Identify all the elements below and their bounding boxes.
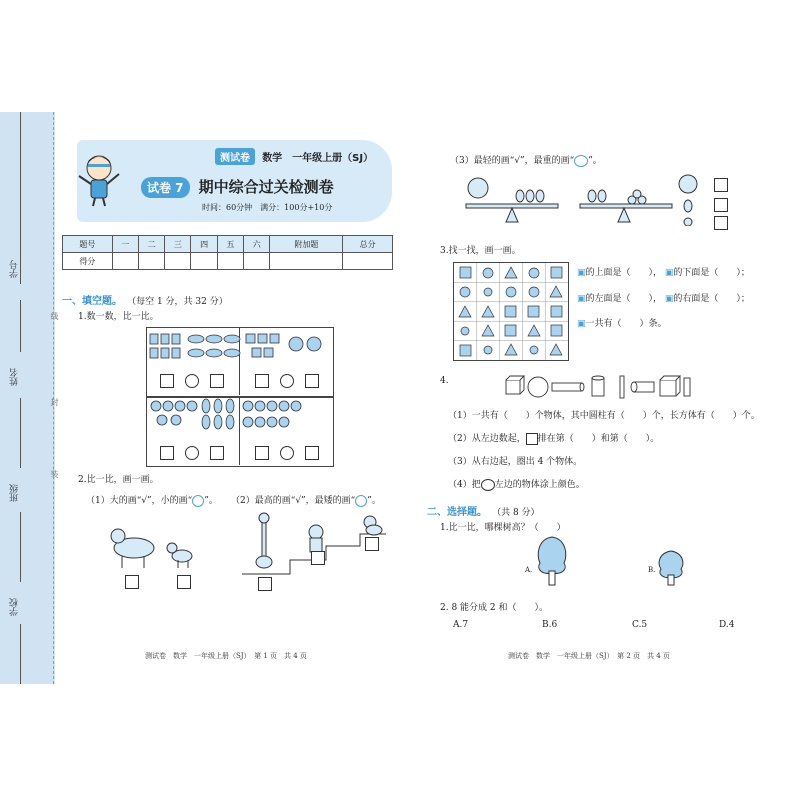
balance-scales-icon <box>462 172 702 226</box>
score-cell[interactable] <box>191 253 217 270</box>
animal-icon: ▣ <box>664 268 674 278</box>
score-header: 二 <box>138 236 164 253</box>
shape-grid-icon <box>454 263 568 360</box>
short-tree-icon <box>655 549 687 587</box>
footer-right: 测试卷 数学 一年级上册（SJ） 第 2 页 共 4 页 <box>508 652 670 660</box>
solid-shapes-icon <box>500 374 700 402</box>
answer-box[interactable] <box>210 374 224 388</box>
answer-box[interactable] <box>365 537 379 551</box>
answer-box[interactable] <box>714 216 728 230</box>
tree-option-a: A. <box>525 566 533 574</box>
shape-grid <box>453 262 569 361</box>
score-cell[interactable] <box>244 253 270 270</box>
answer-box[interactable] <box>125 575 139 589</box>
question-4-3: （3）从右边起，圈出 4 个物体。 <box>448 457 583 467</box>
answer-box[interactable] <box>160 446 174 460</box>
answer-box[interactable] <box>311 551 325 565</box>
find-line-4: 的右面是（ ）； <box>673 294 750 304</box>
question-4-2: （2）从左边数起， <box>448 434 526 444</box>
question-2-1: （1）大的画“√”，小的画“ <box>86 496 193 506</box>
exam-header <box>77 140 392 222</box>
find-line-1: 的上面是（ ）， <box>585 268 663 278</box>
score-header: 五 <box>217 236 243 253</box>
binding-sidebar <box>0 112 59 684</box>
cut-mark: 封 <box>50 398 59 406</box>
score-cell[interactable] <box>165 253 191 270</box>
score-header: 四 <box>191 236 217 253</box>
animal-icon: ▣ <box>664 294 674 304</box>
question-4-1: （1）一共有（ ）个物体，其中圆柱有（ ）个，长方体有（ ）个。 <box>448 411 760 421</box>
class-label: 班级 <box>10 484 20 502</box>
answer-circle[interactable] <box>185 374 199 388</box>
tall-tree-icon <box>534 535 570 587</box>
score-cell[interactable] <box>112 253 138 270</box>
animal-icon: ▣ <box>577 294 586 304</box>
section-choice-note: （共 8 分） <box>492 508 540 518</box>
fish-icon: ▣ <box>577 319 586 329</box>
score-row-label: 得分 <box>63 253 113 270</box>
score-header: 一 <box>112 236 138 253</box>
answer-box[interactable] <box>714 178 728 192</box>
score-table <box>62 235 393 270</box>
answer-circle[interactable] <box>185 446 199 460</box>
question-4-2-tail: 排在第（ ）和第（ ）。 <box>537 434 660 444</box>
choice-question-2: 2. 8 能分成 2 和（ ）。 <box>440 603 548 613</box>
answer-box[interactable] <box>160 374 174 388</box>
section-fill-title: 一、填空题。 <box>62 296 122 307</box>
exam-title: 期中综合过关检测卷 <box>198 178 334 196</box>
score-cell[interactable] <box>270 253 343 270</box>
section-choice-title: 二、选择题。 <box>427 507 487 518</box>
school-label: 学校 <box>10 598 20 616</box>
student-id-label: 学号 <box>10 260 20 278</box>
cow-and-calf-icon <box>108 518 200 572</box>
paper-number-badge: 试卷 7 <box>141 177 190 198</box>
circle-symbol-icon <box>355 495 367 507</box>
quote-close: ”。 <box>367 496 381 506</box>
question-4: 4. <box>440 376 449 386</box>
footer-left: 测试卷 数学 一年级上册（SJ） 第 1 页 共 4 页 <box>145 652 307 660</box>
answer-box[interactable] <box>714 198 728 212</box>
question-1: 1.数一数，比一比。 <box>78 312 159 322</box>
choice-option[interactable]: D.4 <box>719 620 735 630</box>
choice-option[interactable]: A.7 <box>453 620 469 630</box>
answer-box[interactable] <box>305 374 319 388</box>
score-header: 附加题 <box>270 236 343 253</box>
find-line-3: 的左面是（ ）， <box>585 294 663 304</box>
question-4-4: （4）把 <box>448 480 481 490</box>
answer-circle[interactable] <box>280 446 294 460</box>
question-3-find: 3.找一找，画一画。 <box>440 246 521 256</box>
exam-tag-badge: 测试卷 <box>215 148 255 165</box>
score-header: 题号 <box>63 236 113 253</box>
cut-mark: 装 <box>50 470 59 478</box>
cut-mark: 线 <box>50 312 59 320</box>
boy-mascot-icon <box>71 150 123 208</box>
choice-option[interactable]: C.5 <box>632 620 648 630</box>
question-2: 2.比一比，画一画。 <box>78 475 159 485</box>
find-line-2: 的下面是（ ）； <box>673 268 750 278</box>
tree-option-b: B. <box>648 566 656 574</box>
counting-pictures-icon <box>148 330 330 462</box>
score-cell[interactable] <box>343 253 393 270</box>
quote-close: ”。 <box>204 496 218 506</box>
score-header: 三 <box>165 236 191 253</box>
score-cell[interactable] <box>217 253 243 270</box>
name-label: 姓名 <box>10 368 20 386</box>
find-line-5: 一共有（ ）条。 <box>585 319 667 329</box>
choice-question-1: 1.比一比，哪棵树高？（ ） <box>440 523 566 533</box>
answer-circle[interactable] <box>280 374 294 388</box>
score-header: 总分 <box>343 236 393 253</box>
choice-option[interactable]: B.6 <box>542 620 558 630</box>
question-4-4-tail: 左边的物体涂上颜色。 <box>494 480 585 490</box>
answer-box[interactable] <box>305 446 319 460</box>
subject-line: 数学 一年级上册（SJ） <box>262 153 374 164</box>
circle-symbol-icon <box>192 495 204 507</box>
section-fill-note: （每空 1 分，共 32 分） <box>127 297 228 307</box>
answer-box[interactable] <box>255 374 269 388</box>
circle-symbol-icon <box>574 155 588 167</box>
question-2-2: （2）最高的画“√”，最矮的画“ <box>231 496 356 506</box>
animal-icon: ▣ <box>577 268 586 278</box>
sphere-icon <box>481 479 495 491</box>
question-3-scale: （3）最轻的画“√”，最重的画“ <box>450 156 575 166</box>
answer-box[interactable] <box>255 446 269 460</box>
answer-box[interactable] <box>177 575 191 589</box>
score-header: 六 <box>244 236 270 253</box>
exam-meta: 时间：60分钟 满分：100分+10分 <box>202 203 333 212</box>
answer-box[interactable] <box>210 446 224 460</box>
score-cell[interactable] <box>138 253 164 270</box>
answer-box[interactable] <box>258 577 272 591</box>
quote-close: ”。 <box>588 156 602 166</box>
cube-icon <box>526 433 538 445</box>
